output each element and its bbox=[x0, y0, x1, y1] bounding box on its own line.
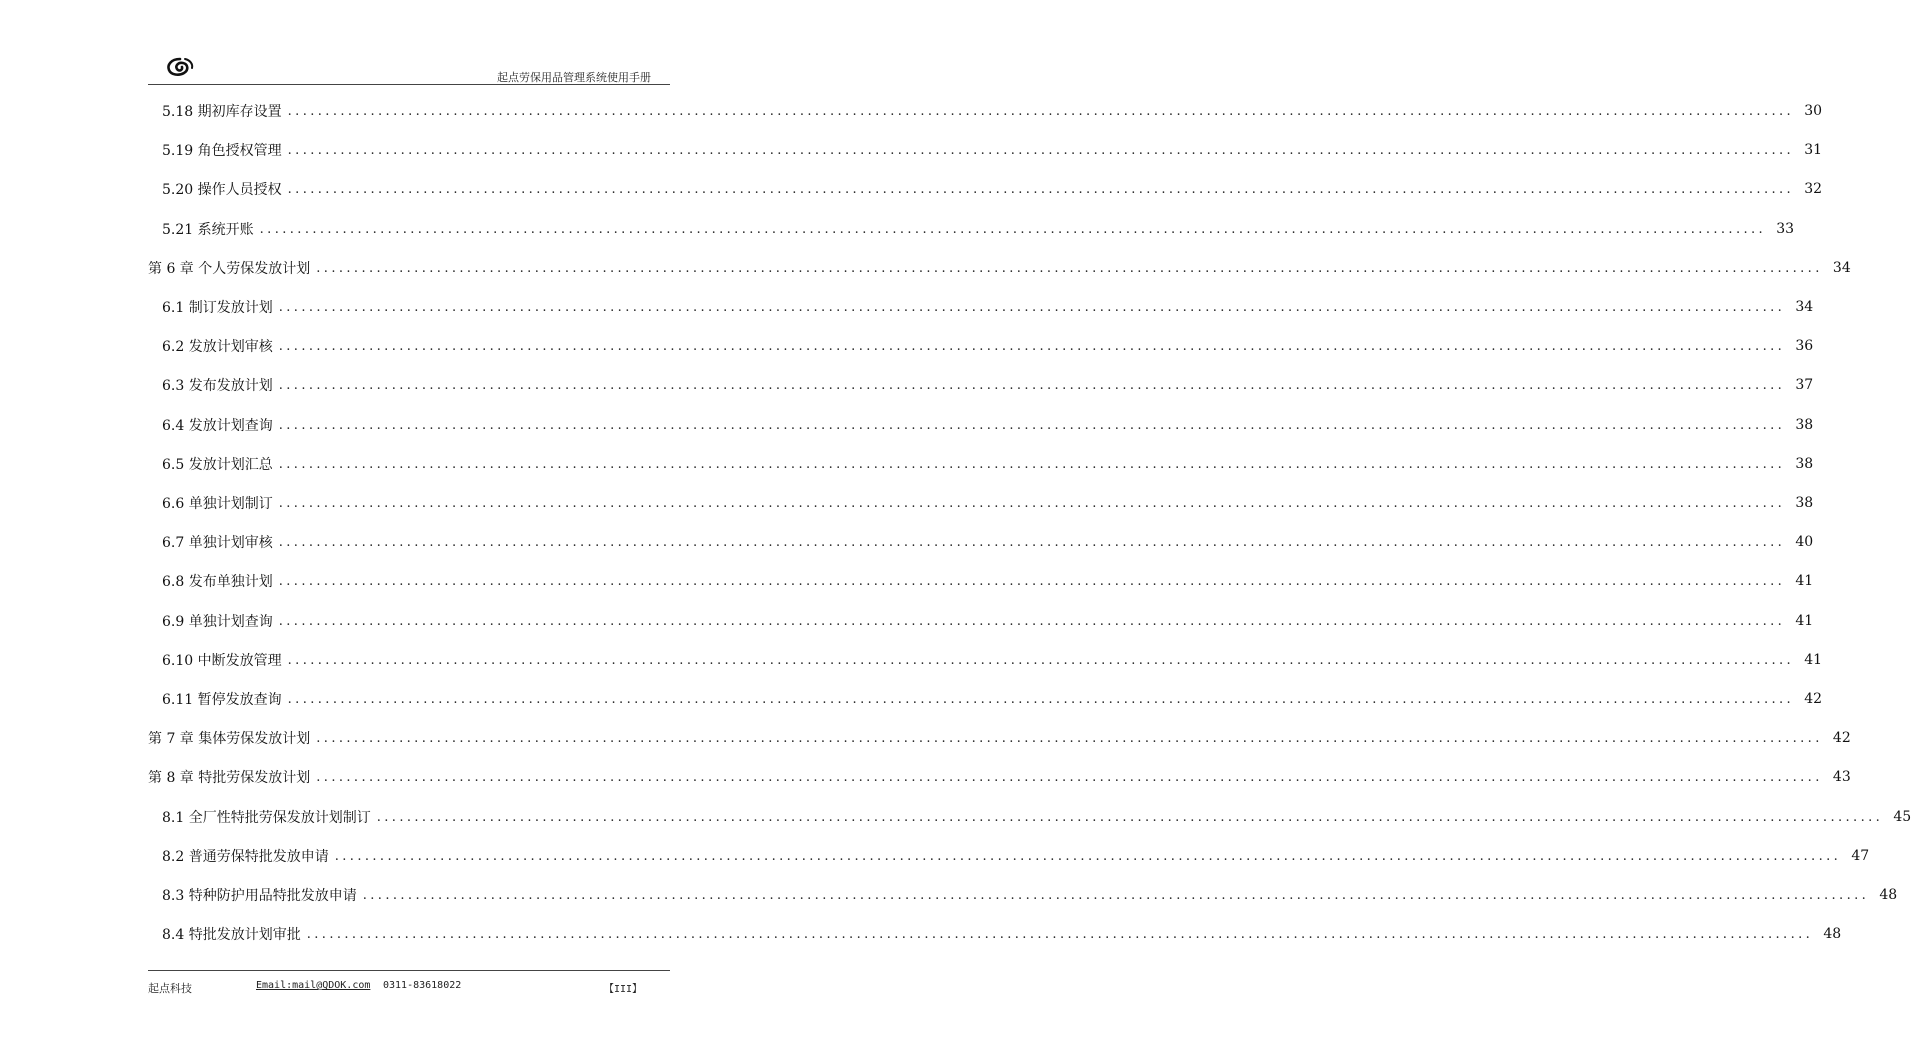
toc-entry[interactable] bbox=[148, 179, 1823, 199]
toc-entry[interactable] bbox=[148, 101, 1823, 121]
toc-entry-title: 8.4 特批发放计划审批 bbox=[162, 927, 301, 943]
swirl-logo-icon bbox=[165, 55, 195, 79]
toc-entry[interactable] bbox=[148, 767, 1851, 787]
toc-entry-title: 6.5 发放计划汇总 bbox=[162, 457, 273, 473]
toc-entry[interactable] bbox=[148, 375, 1814, 395]
toc-entry-page: 38 bbox=[1795, 495, 1814, 511]
toc-dot-leader: ........................................................................................................................................................................................................ bbox=[278, 338, 1786, 354]
toc-entry-page: 38 bbox=[1795, 456, 1814, 472]
toc-dot-leader: ........................................................................................................................................................................................................ bbox=[376, 809, 1884, 825]
toc-entry[interactable] bbox=[148, 924, 1842, 944]
toc-entry-title: 6.9 单独计划查询 bbox=[162, 614, 273, 630]
toc-dot-leader: ........................................................................................................................................................................................................ bbox=[362, 887, 1870, 903]
toc-entry-title: 第 8 章 特批劳保发放计划 bbox=[148, 770, 311, 786]
footer-divider bbox=[148, 970, 670, 971]
toc-entry[interactable] bbox=[148, 140, 1823, 160]
toc-entry-page: 43 bbox=[1832, 769, 1851, 785]
toc-entry[interactable] bbox=[148, 885, 1898, 905]
toc-entry[interactable] bbox=[148, 297, 1814, 317]
toc-entry[interactable] bbox=[148, 258, 1851, 278]
toc-dot-leader: ........................................................................................................................................................................................................ bbox=[278, 613, 1786, 629]
toc-entry-title: 8.1 全厂性特批劳保发放计划制订 bbox=[162, 810, 371, 826]
footer-page-number: 【III】 bbox=[604, 984, 643, 995]
toc-entry-page: 41 bbox=[1795, 613, 1814, 629]
toc-entry-title: 第 6 章 个人劳保发放计划 bbox=[148, 261, 311, 277]
toc-entry[interactable] bbox=[148, 532, 1814, 552]
toc-entry-title: 第 7 章 集体劳保发放计划 bbox=[148, 731, 311, 747]
toc-entry[interactable] bbox=[148, 689, 1823, 709]
toc-entry-title: 8.2 普通劳保特批发放申请 bbox=[162, 849, 329, 865]
toc-entry-page: 41 bbox=[1804, 652, 1823, 668]
toc-entry[interactable] bbox=[148, 807, 1911, 827]
toc-entry-page: 30 bbox=[1804, 103, 1823, 119]
toc-entry-page: 37 bbox=[1795, 377, 1814, 393]
toc-entry-page: 41 bbox=[1795, 573, 1814, 589]
toc-entry[interactable] bbox=[148, 611, 1814, 631]
toc-entry-page: 47 bbox=[1851, 848, 1870, 864]
toc-dot-leader: ........................................................................................................................................................................................................ bbox=[287, 103, 1795, 119]
toc-entry[interactable] bbox=[148, 454, 1814, 474]
toc-dot-leader: ........................................................................................................................................................................................................ bbox=[278, 456, 1786, 472]
toc-dot-leader: ........................................................................................................................................................................................................ bbox=[259, 221, 1767, 237]
header-divider bbox=[148, 84, 670, 85]
toc-dot-leader: ........................................................................................................................................................................................................ bbox=[278, 573, 1786, 589]
toc-entry-title: 5.20 操作人员授权 bbox=[162, 182, 282, 198]
toc-dot-leader: ........................................................................................................................................................................................................ bbox=[316, 769, 1823, 785]
toc-entry[interactable] bbox=[148, 846, 1870, 866]
toc-entry-title: 6.10 中断发放管理 bbox=[162, 653, 282, 669]
toc-entry-title: 6.1 制订发放计划 bbox=[162, 300, 273, 316]
toc-dot-leader: ........................................................................................................................................................................................................ bbox=[316, 260, 1823, 276]
toc-entry-title: 5.19 角色授权管理 bbox=[162, 143, 282, 159]
toc-entry-title: 6.4 发放计划查询 bbox=[162, 418, 273, 434]
toc-entry-page: 31 bbox=[1804, 142, 1823, 158]
toc-entry-page: 34 bbox=[1795, 299, 1814, 315]
toc-entry-page: 33 bbox=[1776, 221, 1795, 237]
toc-entry-page: 36 bbox=[1795, 338, 1814, 354]
toc-dot-leader: ........................................................................................................................................................................................................ bbox=[287, 142, 1795, 158]
footer-phone: 0311-83618022 bbox=[383, 980, 462, 991]
toc-entry-title: 6.11 暂停发放查询 bbox=[162, 692, 282, 708]
toc-dot-leader: ........................................................................................................................................................................................................ bbox=[306, 926, 1814, 942]
toc-entry-title: 6.3 发布发放计划 bbox=[162, 378, 273, 394]
toc-dot-leader: ........................................................................................................................................................................................................ bbox=[278, 299, 1786, 315]
toc-entry-page: 42 bbox=[1804, 691, 1823, 707]
toc-dot-leader: ........................................................................................................................................................................................................ bbox=[287, 652, 1795, 668]
toc-dot-leader: ........................................................................................................................................................................................................ bbox=[278, 534, 1786, 550]
toc-entry-title: 8.3 特种防护用品特批发放申请 bbox=[162, 888, 357, 904]
toc-entry[interactable] bbox=[148, 650, 1823, 670]
toc-entry-page: 38 bbox=[1795, 417, 1814, 433]
toc-entry-page: 34 bbox=[1832, 260, 1851, 276]
toc-entry[interactable] bbox=[148, 336, 1814, 356]
toc-entry-title: 6.6 单独计划制订 bbox=[162, 496, 273, 512]
header-title: 起点劳保用品管理系统使用手册 bbox=[497, 71, 651, 84]
toc-entry-title: 6.2 发放计划审核 bbox=[162, 339, 273, 355]
toc-entry-title: 5.18 期初库存设置 bbox=[162, 104, 282, 120]
toc-dot-leader: ........................................................................................................................................................................................................ bbox=[287, 181, 1795, 197]
toc-entry[interactable] bbox=[148, 493, 1814, 513]
toc-entry[interactable] bbox=[148, 728, 1851, 748]
toc-dot-leader: ........................................................................................................................................................................................................ bbox=[334, 848, 1842, 864]
toc-entry[interactable] bbox=[148, 219, 1795, 239]
toc-entry-page: 32 bbox=[1804, 181, 1823, 197]
footer-company: 起点科技 bbox=[148, 982, 192, 995]
toc-entry-page: 40 bbox=[1795, 534, 1814, 550]
toc-entry-page: 45 bbox=[1893, 809, 1911, 825]
toc-dot-leader: ........................................................................................................................................................................................................ bbox=[278, 377, 1786, 393]
toc-dot-leader: ........................................................................................................................................................................................................ bbox=[316, 730, 1823, 746]
toc-dot-leader: ........................................................................................................................................................................................................ bbox=[278, 495, 1786, 511]
toc-dot-leader: ........................................................................................................................................................................................................ bbox=[287, 691, 1795, 707]
toc-entry-page: 48 bbox=[1823, 926, 1842, 942]
toc-entry[interactable] bbox=[148, 415, 1814, 435]
toc-entry-page: 48 bbox=[1879, 887, 1898, 903]
footer-email-link[interactable]: Email:mail@QDOK.com bbox=[256, 980, 371, 991]
toc-entry-title: 5.21 系统开账 bbox=[162, 222, 254, 238]
toc-dot-leader: ........................................................................................................................................................................................................ bbox=[278, 417, 1786, 433]
toc-entry-page: 42 bbox=[1832, 730, 1851, 746]
toc-entry-title: 6.8 发布单独计划 bbox=[162, 574, 273, 590]
toc-entry[interactable] bbox=[148, 571, 1814, 591]
toc-entry-title: 6.7 单独计划审核 bbox=[162, 535, 273, 551]
